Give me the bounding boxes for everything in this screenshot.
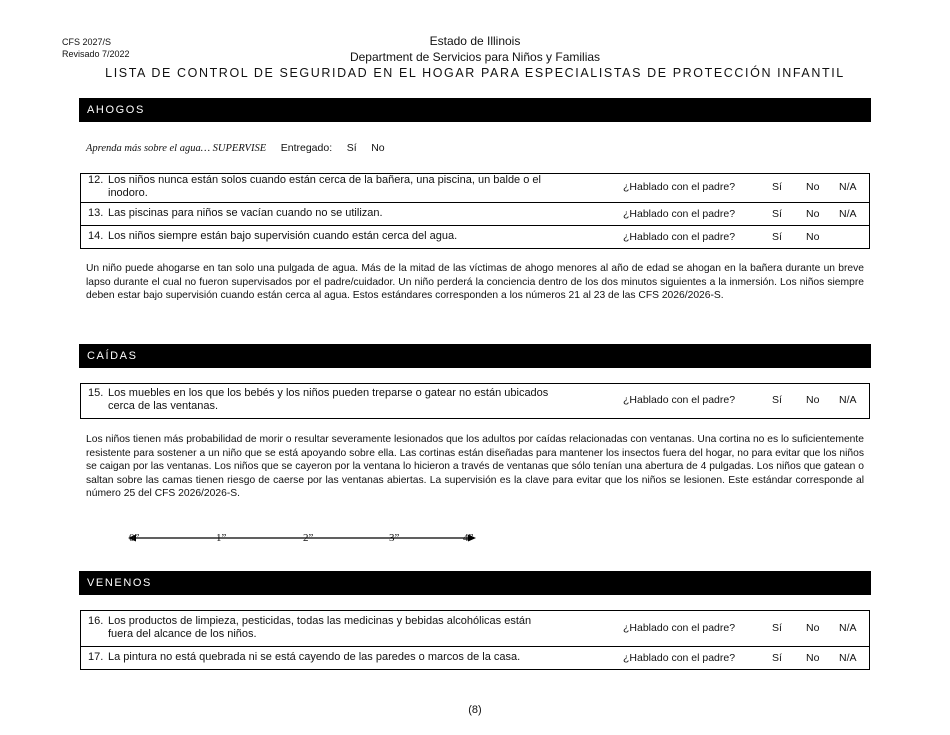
item-number: 14.	[88, 230, 104, 242]
item-text-cont: cerca de las ventanas.	[108, 400, 219, 412]
inch-ruler	[128, 520, 476, 560]
form-number: CFS 2027/S	[62, 37, 112, 47]
talked-to-parent-label: ¿Hablado con el padre?	[623, 208, 736, 220]
answer-na[interactable]: N/A	[839, 181, 857, 193]
section-heading-poisons: VENENOS	[79, 571, 871, 595]
checklist-item-16	[81, 611, 869, 646]
page-number: (8)	[468, 704, 482, 716]
checklist-item-13	[81, 202, 869, 225]
checklist-table-poisons	[80, 610, 870, 670]
item-text: Las piscinas para niños se vacían cuando no se utilizan.	[108, 207, 383, 219]
answer-yes[interactable]: Sí	[772, 208, 782, 220]
ruler-label-4: 4”	[463, 532, 474, 544]
ruler-label-2: 2”	[303, 532, 314, 544]
delivered-yes[interactable]: Sí	[346, 142, 357, 154]
delivered-label: Entregado:	[280, 142, 333, 154]
item-number: 13.	[88, 207, 104, 219]
learn-line	[86, 142, 385, 154]
answer-yes[interactable]: Sí	[772, 622, 782, 634]
answer-na[interactable]: N/A	[839, 208, 857, 220]
answer-na[interactable]: N/A	[839, 652, 857, 664]
item-text: Los niños siempre están bajo supervisión cuando están cerca del agua.	[108, 230, 458, 242]
talked-to-parent-label: ¿Hablado con el padre?	[623, 622, 736, 634]
answer-no[interactable]: No	[806, 181, 820, 193]
section-heading-falls: CAÍDAS	[79, 344, 871, 368]
answer-no[interactable]: No	[806, 652, 820, 664]
answer-no[interactable]: No	[806, 394, 820, 406]
answer-no[interactable]: No	[806, 231, 820, 243]
answer-na[interactable]: N/A	[839, 622, 857, 634]
falls-info-paragraph: Los niños tienen más probabilidad de morir o resultar severamente lesionados que los adultos por caídas relacionadas con ventanas. Una cortina no es lo suficientemente resistente para sostener a un niño que se está apoyando sobre ella. Las cortinas están diseñadas para mantener los insectos fuera del hogar, no para evitar que los niños se caigan por las ventanas. Los niños que se cayeron por la ventana lo hicieron a través de ventanas que sólo tenían una abertura de 4 pulgadas. Los niños que gatean o saltan sobre las camas tienen riesgo de caerse por las ventanas abiertas. La supervisión es la clave para evitar que los niños se lesionen. Este estándar corresponde al número 25 del CFS 2026/2026-S.	[86, 434, 864, 500]
checklist-item-14	[81, 225, 869, 248]
item-text: Los muebles en los que los bebés y los niños pueden treparse o gatear no están ubicados	[108, 387, 549, 399]
answer-na[interactable]: N/A	[839, 394, 857, 406]
checklist-item-12	[81, 174, 869, 202]
checklist-table-drowning	[80, 173, 870, 249]
revision-date: Revisado 7/2022	[62, 49, 130, 59]
answer-yes[interactable]: Sí	[772, 181, 782, 193]
item-text-cont: fuera del alcance de los niños.	[108, 628, 257, 640]
department-name: Department de Servicios para Niños y Familias	[349, 50, 601, 64]
checklist-item-15	[81, 384, 869, 418]
item-number: 12.	[88, 174, 104, 186]
answer-yes[interactable]: Sí	[772, 652, 782, 664]
page-title: LISTA DE CONTROL DE SEGURIDAD EN EL HOGAR PARA ESPECIALISTAS DE PROTECCIÓN INFANTIL	[105, 66, 845, 80]
ruler-label-0: 0”	[129, 532, 140, 544]
ruler-label-3: 3”	[389, 532, 400, 544]
drowning-info-paragraph: Un niño puede ahogarse en tan solo una pulgada de agua. Más de la mitad de las víctimas de ahogo menores al año de edad se ahogan en la bañera durante un breve lapso durante el cual no fueron supervisados por el padre/cuidador. Un niño perderá la conciencia dentro de los dos minutos siguientes a la inmersión. Los niños siempre deben estar bajo supervisión cuando están cerca al agua. Estos estándares corresponden a los números 21 al 23 de las CFS 2026/2026-S.	[86, 263, 864, 302]
answer-no[interactable]: No	[806, 622, 820, 634]
item-text: Los productos de limpieza, pesticidas, todas las medicinas y bebidas alcohólicas están	[108, 615, 532, 627]
talked-to-parent-label: ¿Hablado con el padre?	[623, 394, 736, 406]
ruler-label-1: 1”	[216, 532, 227, 544]
checklist-item-17	[81, 646, 869, 669]
learn-text: Aprenda más sobre el agua… SUPERVISE	[86, 143, 267, 154]
answer-no[interactable]: No	[806, 208, 820, 220]
item-text: Los niños nunca están solos cuando están cerca de la bañera, una piscina, un balde o el	[108, 174, 541, 186]
talked-to-parent-label: ¿Hablado con el padre?	[623, 231, 736, 243]
item-number: 16.	[88, 615, 104, 627]
item-number: 15.	[88, 387, 104, 399]
delivered-no[interactable]: No	[371, 142, 385, 154]
talked-to-parent-label: ¿Hablado con el padre?	[623, 181, 736, 193]
item-text: La pintura no está quebrada ni se está cayendo de las paredes o marcos de la casa.	[108, 651, 521, 663]
talked-to-parent-label: ¿Hablado con el padre?	[623, 652, 736, 664]
section-heading-drowning: AHOGOS	[79, 98, 871, 122]
item-number: 17.	[88, 651, 104, 663]
answer-yes[interactable]: Sí	[772, 394, 782, 406]
item-text-cont: inodoro.	[108, 187, 148, 199]
checklist-table-falls	[80, 383, 870, 419]
state-name: Estado de Illinois	[429, 34, 521, 48]
answer-yes[interactable]: Sí	[772, 231, 782, 243]
